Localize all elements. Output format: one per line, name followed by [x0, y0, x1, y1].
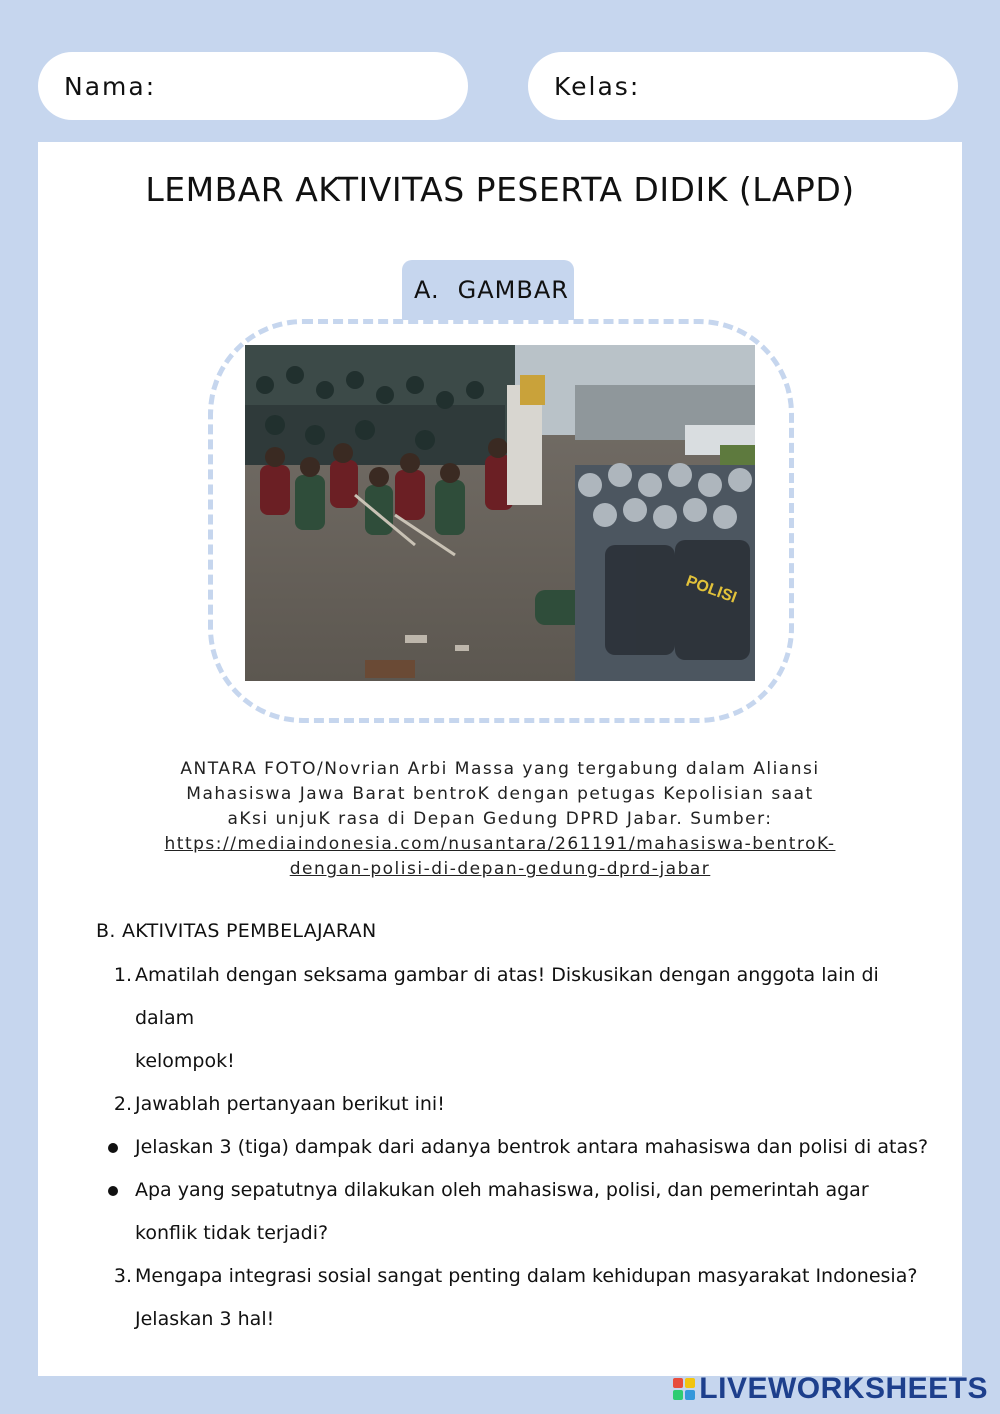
caption-line: Mahasiswa Jawa Barat bentroK dengan petugas Kepolisian saat [186, 784, 814, 804]
list-item [98, 954, 932, 1083]
list-item [98, 1126, 932, 1169]
brand-name: LIVEWORKSHEETS [699, 1372, 988, 1405]
page-title: LEMBAR AKTIVITAS PESERTA DIDIK (LAPD) [145, 170, 855, 209]
item-text: konflik tidak terjadi? [135, 1222, 329, 1244]
protest-photo [245, 345, 755, 681]
section-a-tab [402, 260, 574, 320]
section-b-title: B. AKTIVITAS PEMBELAJARAN [96, 920, 377, 942]
item-text: Jelaskan 3 (tiga) dampak dari adanya bentrok antara mahasiswa dan polisi di atas? [135, 1136, 929, 1158]
nama-label: Nama: [64, 71, 157, 101]
item-text: kelompok! [135, 1050, 235, 1072]
item-number: 3. [113, 1265, 132, 1287]
section-a-label: GAMBAR [457, 276, 569, 304]
photo-caption [128, 757, 872, 882]
bullet-icon [108, 1186, 118, 1196]
source-link[interactable]: dengan-polisi-di-depan-gedung-dprd-jabar [289, 859, 711, 879]
item-number: 1. [113, 964, 132, 986]
list-item [98, 1255, 932, 1341]
nama-field[interactable] [38, 52, 468, 120]
caption-line: ANTARA FOTO/Novrian Arbi Massa yang tergabung dalam Aliansi [180, 759, 820, 779]
caption-line: aKsi unjuK rasa di Depan Gedung DPRD Jabar. Sumber: [227, 809, 773, 829]
worksheet-sheet [38, 142, 962, 1376]
section-a-number: A. [414, 276, 440, 304]
bullet-icon [108, 1143, 118, 1153]
liveworksheets-logo[interactable] [673, 1372, 988, 1406]
list-item [98, 1169, 932, 1255]
kelas-label: Kelas: [554, 71, 641, 101]
item-number: 2. [113, 1093, 132, 1115]
source-link[interactable]: https://mediaindonesia.com/nusantara/261191/mahasiswa-bentroK- [164, 834, 836, 854]
list-item [98, 1083, 932, 1126]
activity-list [98, 954, 932, 1341]
item-text: Apa yang sepatutnya dilakukan oleh mahasiswa, polisi, dan pemerintah agar [135, 1179, 869, 1201]
item-text: Jawablah pertanyaan berikut ini! [135, 1093, 445, 1115]
item-text: Jelaskan 3 hal! [135, 1308, 275, 1330]
item-text: Amatilah dengan seksama gambar di atas! Diskusikan dengan anggota lain di dalam [135, 964, 879, 1029]
shield-label: POLISI [683, 572, 739, 607]
kelas-field[interactable] [528, 52, 958, 120]
liveworksheets-icon [673, 1378, 695, 1400]
item-text: Mengapa integrasi sosial sangat penting dalam kehidupan masyarakat Indonesia? [135, 1265, 918, 1287]
